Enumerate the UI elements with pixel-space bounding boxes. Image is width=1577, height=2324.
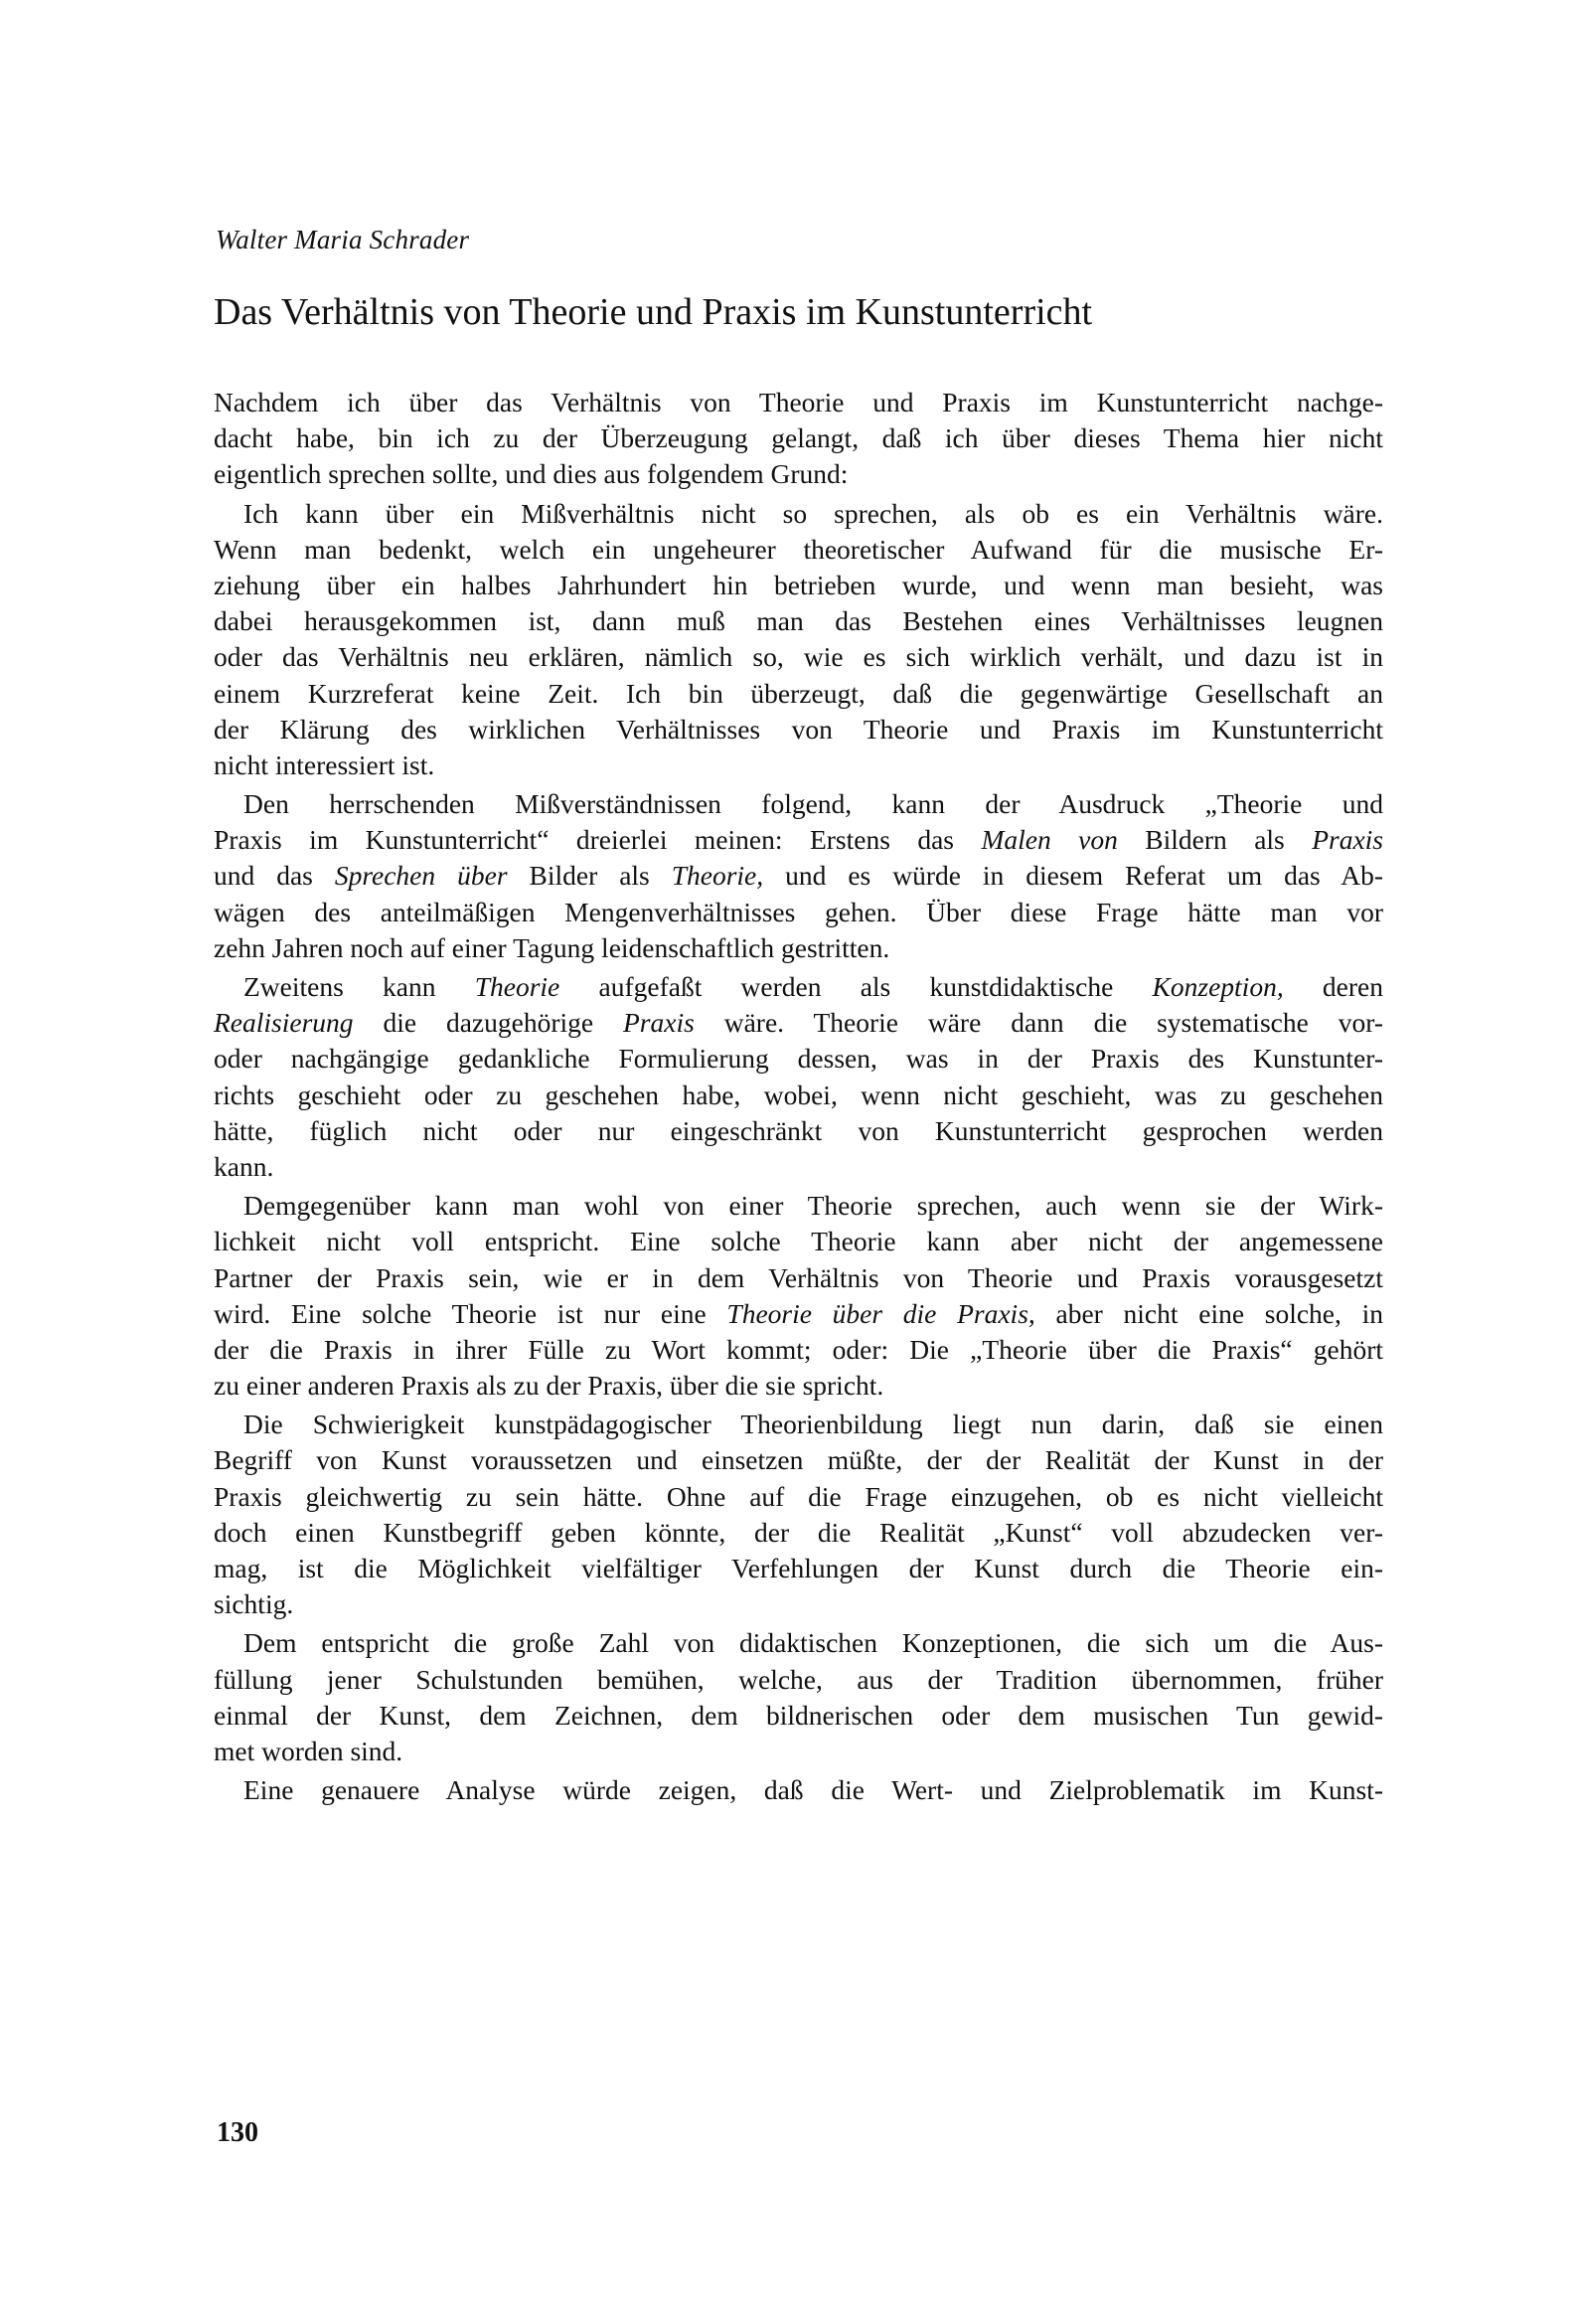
- paragraph: [214, 1625, 1383, 1769]
- text-line: ziehung über ein halbes Jahrhundert hin betrieben wurde, und wenn man besieht, was: [214, 569, 1383, 600]
- text-line: doch einen Kunstbegriff geben könnte, der die Realität „Kunst“ voll abzudecken ver-: [214, 1516, 1383, 1548]
- text-line: Eine genauere Analyse würde zeigen, daß die Wert- und Zielproblematik im Kunst-: [243, 1774, 1383, 1806]
- text-line: der Klärung des wirklichen Verhältnisses von Theorie und Praxis im Kunstunterricht: [214, 713, 1383, 745]
- text-line: Demgegenüber kann man wohl von einer Theorie sprechen, auch wenn sie der Wirk-: [243, 1190, 1383, 1222]
- text-line: oder nachgängige gedankliche Formulierung dessen, was in der Praxis des Kunstunter-: [214, 1043, 1383, 1075]
- text-line: Die Schwierigkeit kunstpädagogischer Theorienbildung liegt nun darin, daß sie einen: [243, 1409, 1383, 1440]
- text-line: nicht interessiert ist.: [214, 748, 435, 780]
- text-line: der die Praxis in ihrer Fülle zu Wort kommt; oder: Die „Theorie über die Praxis“ gehört: [214, 1333, 1383, 1365]
- text-line: met worden sind.: [214, 1735, 403, 1766]
- text-line: Realisierung die dazugehörige Praxis wäre. Theorie wäre dann die systematische vor-: [214, 1007, 1383, 1039]
- page-number: 130: [217, 2117, 258, 2148]
- paragraph: [214, 969, 1383, 1185]
- text-line: eigentlich sprechen sollte, und dies aus folgendem Grund:: [214, 458, 849, 490]
- text-line: einem Kurzreferat keine Zeit. Ich bin überzeugt, daß die gegenwärtige Gesellschaft an: [214, 677, 1383, 709]
- text-line: wägen des anteilmäßigen Mengenverhältnisses gehen. Über diese Frage hätte man vor: [214, 896, 1383, 927]
- text-line: wird. Eine solche Theorie ist nur eine Theorie über die Praxis, aber nicht eine solche, in: [214, 1297, 1383, 1329]
- paragraph: [214, 1772, 1383, 1808]
- text-line: Praxis im Kunstunterricht“ dreierlei meinen: Erstens das Malen von Bildern als Praxis: [214, 824, 1383, 856]
- text-line: Partner der Praxis sein, wie er in dem Verhältnis von Theorie und Praxis vorausgesetzt: [214, 1261, 1383, 1293]
- article-body: [214, 385, 1383, 1808]
- text-line: dacht habe, bin ich zu der Überzeugung gelangt, daß ich über dieses Thema hier nicht: [214, 422, 1383, 454]
- paragraph: [214, 1407, 1383, 1622]
- text-line: zehn Jahren noch auf einer Tagung leidenschaftlich gestritten.: [214, 931, 890, 963]
- author-name: Walter Maria Schrader: [216, 225, 470, 254]
- paragraph: [214, 786, 1383, 966]
- text-line: Zweitens kann Theorie aufgefaßt werden als kunstdidaktische Konzeption, deren: [243, 971, 1383, 1002]
- text-line: Nachdem ich über das Verhältnis von Theorie und Praxis im Kunstunterricht nachge-: [214, 387, 1383, 417]
- text-line: einmal der Kunst, dem Zeichnen, dem bildnerischen oder dem musischen Tun gewid-: [214, 1699, 1383, 1731]
- text-line: richts geschieht oder zu geschehen habe, wobei, wenn nicht geschieht, was zu geschehen: [214, 1079, 1383, 1110]
- text-line: Wenn man bedenkt, welch ein ungeheurer theoretischer Aufwand für die musische Er-: [214, 533, 1383, 565]
- text-line: Begriff von Kunst voraussetzen und einsetzen müßte, der der Realität der Kunst in der: [214, 1444, 1383, 1476]
- text-line: oder das Verhältnis neu erklären, nämlich so, wie es sich wirklich verhält, und dazu ist in: [214, 641, 1383, 673]
- text-line: kann.: [214, 1150, 274, 1182]
- text-line: sichtig.: [214, 1588, 294, 1620]
- text-line: hätte, füglich nicht oder nur eingeschränkt von Kunstunterricht gesprochen werden: [214, 1114, 1383, 1146]
- text-line: Praxis gleichwertig zu sein hätte. Ohne auf die Frage einzugehen, ob es nicht vielleicht: [214, 1480, 1383, 1512]
- text-line: zu einer anderen Praxis als zu der Praxis, über die sie spricht.: [214, 1370, 884, 1402]
- text-line: dabei herausgekommen ist, dann muß man das Bestehen eines Verhältnisses leugnen: [214, 605, 1383, 637]
- paragraph: [214, 496, 1383, 784]
- article-title: Das Verhältnis von Theorie und Praxis im Kunstunterricht: [214, 291, 1093, 333]
- text-line: Ich kann über ein Mißverhältnis nicht so sprechen, als ob es ein Verhältnis wäre.: [243, 497, 1383, 529]
- text-line: mag, ist die Möglichkeit vielfältiger Verfehlungen der Kunst durch die Theorie ein-: [214, 1553, 1383, 1583]
- text-line: Dem entspricht die große Zahl von didaktischen Konzeptionen, die sich um die Aus-: [243, 1627, 1383, 1659]
- paragraph: [214, 1188, 1383, 1404]
- text-line: füllung jener Schulstunden bemühen, welche, aus der Tradition übernommen, früher: [214, 1663, 1383, 1695]
- text-line: lichkeit nicht voll entspricht. Eine solche Theorie kann aber nicht der angemessene: [214, 1226, 1383, 1257]
- text-line: Den herrschenden Mißverständnissen folgend, kann der Ausdruck „Theorie und: [243, 788, 1383, 820]
- paragraph: [214, 385, 1383, 493]
- text-line: und das Sprechen über Bilder als Theorie, und es würde in diesem Referat um das Ab-: [214, 860, 1383, 892]
